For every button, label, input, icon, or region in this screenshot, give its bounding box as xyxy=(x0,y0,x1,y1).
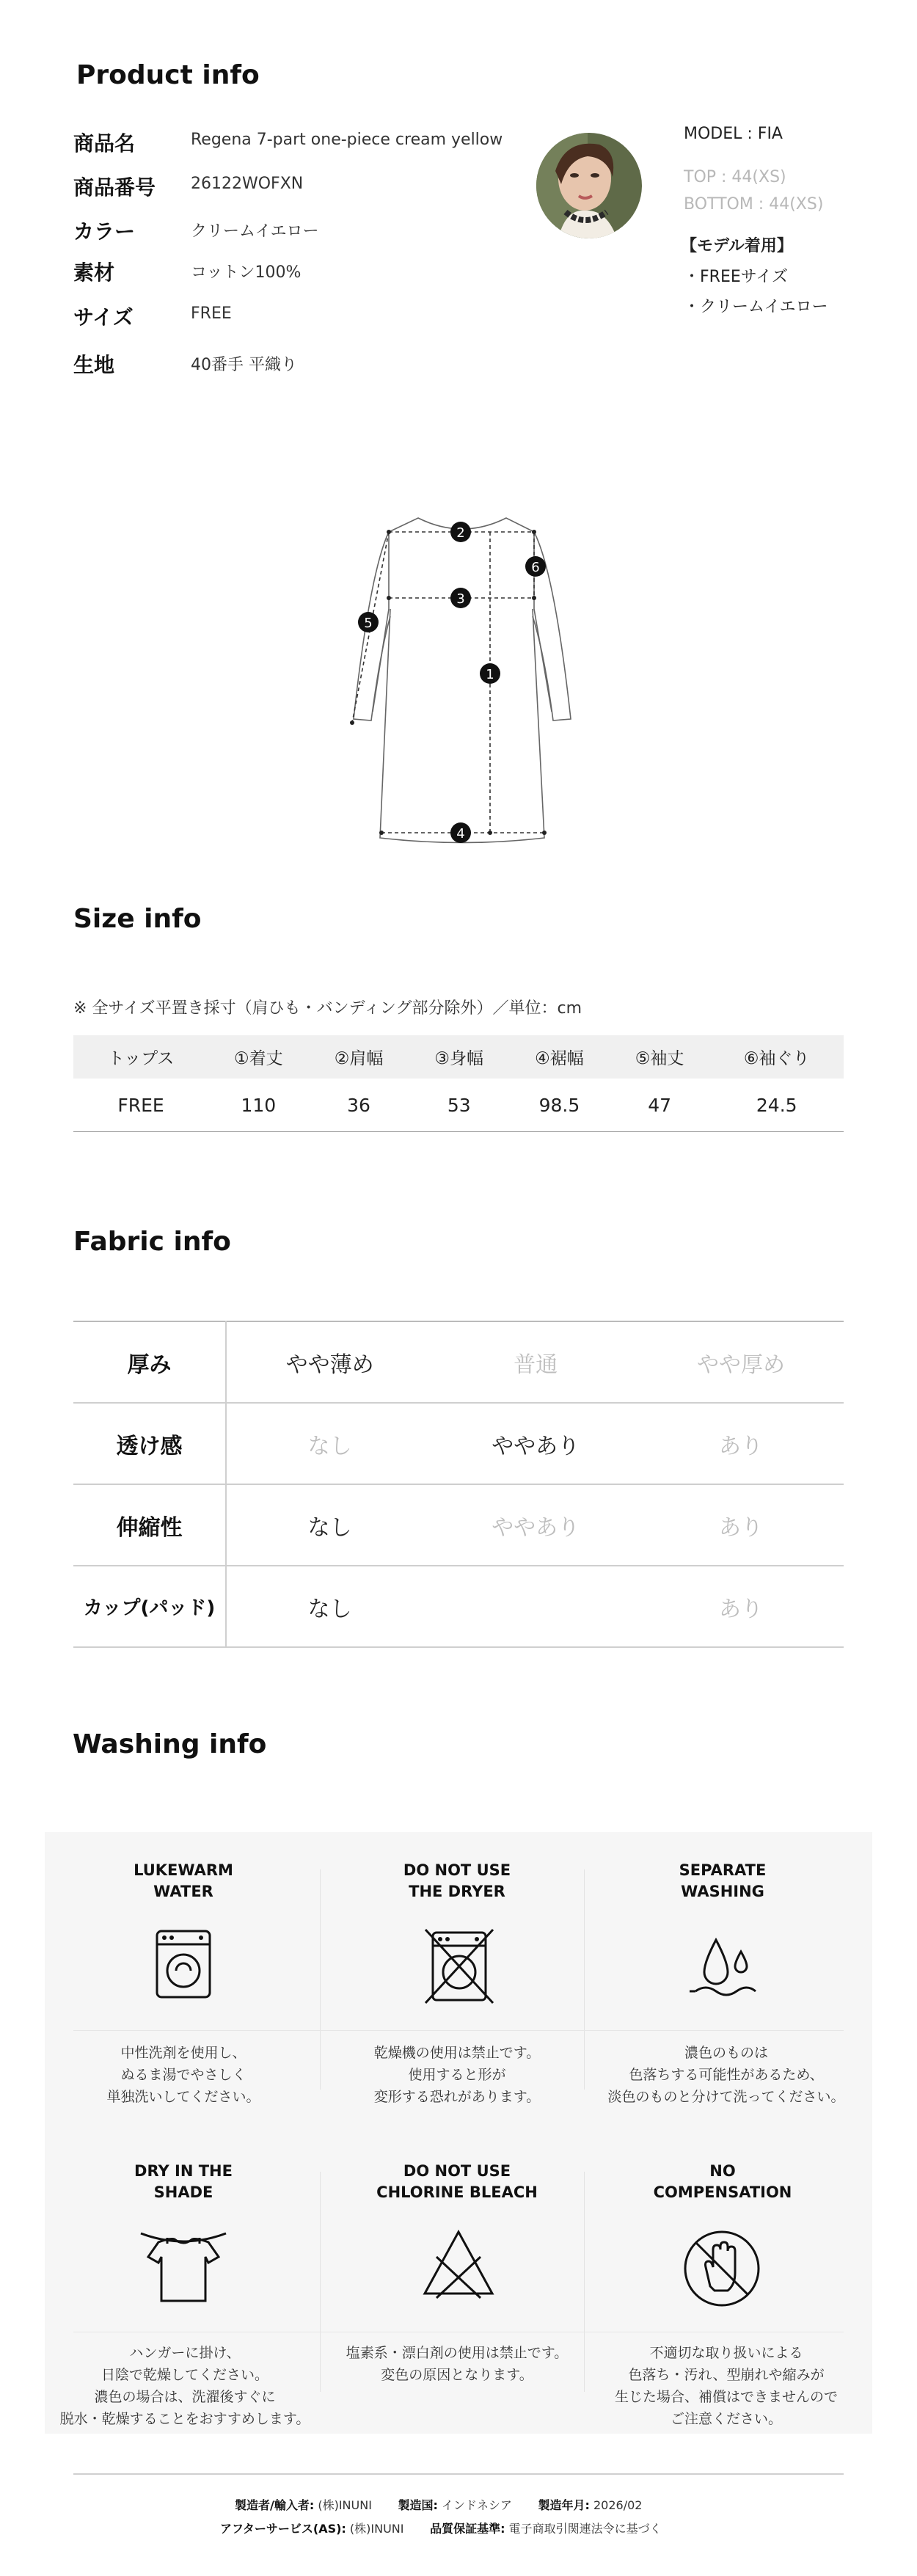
wash-desc-no-dryer xyxy=(325,2042,589,2108)
fabric-option xyxy=(433,1566,638,1647)
footer-line-1 xyxy=(235,2496,642,2513)
fabric-option: 普通 xyxy=(433,1321,638,1403)
info-value: Regena 7-part one-piece cream yellow xyxy=(191,131,503,149)
wash-desc-line: 脱水・乾燥することをおすすめします。 xyxy=(59,2411,310,2427)
model-bottom-size: BOTTOM : 44(XS) xyxy=(684,195,824,214)
wash-title: CHLORINE BLEACH xyxy=(376,2183,538,2201)
wash-title: WASHING xyxy=(681,1883,764,1900)
info-row-color xyxy=(73,216,550,245)
marker-5-label: 5 xyxy=(364,616,373,631)
footer-quality-label: 品質保証基準: xyxy=(430,2522,505,2536)
info-value: クリームイエロー xyxy=(191,222,319,241)
footer-as-value: (株)INUNI xyxy=(349,2522,404,2536)
wash-title: SHADE xyxy=(153,2183,213,2201)
size-cell: 53 xyxy=(409,1079,509,1132)
fabric-option: あり xyxy=(638,1484,844,1566)
divider xyxy=(73,2030,844,2031)
footer-date-label: 製造年月: xyxy=(538,2498,590,2512)
wash-desc-line: ご注意ください。 xyxy=(670,2411,782,2427)
fabric-option-selected: なし xyxy=(226,1484,433,1566)
size-col-header: ③身幅 xyxy=(409,1035,509,1079)
info-row-name xyxy=(73,128,550,157)
info-row-size xyxy=(73,302,550,331)
table-row xyxy=(73,1403,844,1484)
size-cell: 110 xyxy=(208,1079,309,1132)
size-note: ※ 全サイズ平置き採寸（肩ひも・バンディング部分除外）／単位：cm xyxy=(73,999,582,1018)
fabric-option-selected: やや薄め xyxy=(226,1321,433,1403)
wash-title: LUKEWARM xyxy=(134,1861,233,1879)
model-name: MODEL : FIA xyxy=(684,125,783,143)
marker-4-label: 4 xyxy=(456,826,465,842)
model-wearing-size: ・FREEサイズ xyxy=(684,268,788,286)
table-row xyxy=(73,1079,844,1132)
fabric-option: あり xyxy=(638,1566,844,1647)
wash-desc-line: 中性洗剤を使用し、 xyxy=(120,2045,246,2061)
wash-desc-line: 濃色の場合は、洗濯後すぐに xyxy=(94,2389,276,2405)
footer-date-value: 2026/02 xyxy=(593,2498,643,2512)
marker-6-label: 6 xyxy=(531,560,540,575)
wash-desc-line: 単独洗いしてください。 xyxy=(106,2089,260,2105)
footer-country-value: インドネシア xyxy=(442,2498,512,2512)
info-label: サイズ xyxy=(73,305,134,329)
wash-desc-line: 塩素系・漂白剤の使用は禁止です。 xyxy=(346,2345,569,2361)
info-label: 商品名 xyxy=(73,131,136,156)
info-label: カラー xyxy=(73,219,136,244)
info-row-fabric xyxy=(73,349,550,379)
wash-desc-no-bleach xyxy=(325,2342,589,2386)
size-cell: 47 xyxy=(610,1079,710,1132)
wash-desc-line: ハンガーに掛け、 xyxy=(129,2345,241,2361)
wash-item-shade xyxy=(51,2161,315,2203)
wash-title: COMPENSATION xyxy=(653,2183,792,2201)
wash-title: THE DRYER xyxy=(409,1883,505,1900)
wash-desc-line: 乾燥機の使用は禁止です。 xyxy=(373,2045,541,2061)
garment-diagram xyxy=(337,499,587,851)
fabric-label: カップ(パッド) xyxy=(73,1566,226,1647)
wash-desc-line: 濃色のものは xyxy=(684,2045,768,2061)
wash-desc-line: 日陰で乾燥してください。 xyxy=(101,2367,268,2383)
size-table-header xyxy=(73,1035,844,1079)
hanging-shirt-icon xyxy=(138,2227,229,2308)
divider xyxy=(320,1869,321,2090)
wash-desc-lukewarm xyxy=(51,2042,315,2108)
wash-title: DO NOT USE xyxy=(403,2162,511,2180)
model-wearing-color: ・クリームイエロー xyxy=(684,298,828,316)
marker-1-label: 1 xyxy=(486,667,494,682)
wash-desc-line: 変色の原因となります。 xyxy=(381,2367,533,2383)
wash-item-no-bleach xyxy=(325,2161,589,2203)
model-avatar xyxy=(536,133,642,238)
info-value: 26122WOFXN xyxy=(191,175,304,193)
water-drops-icon xyxy=(684,1930,763,2003)
size-col-header: ②肩幅 xyxy=(309,1035,409,1079)
info-label: 商品番号 xyxy=(73,175,156,200)
marker-2-label: 2 xyxy=(456,525,465,541)
fabric-option: ややあり xyxy=(433,1484,638,1566)
size-col-header: ①着丈 xyxy=(208,1035,309,1079)
wash-desc-separate xyxy=(591,2042,862,2108)
fabric-table xyxy=(73,1321,844,1648)
fabric-option: あり xyxy=(638,1403,844,1484)
wash-desc-line: 生じた場合、補償はできませんので xyxy=(614,2389,838,2405)
wash-title: SEPARATE xyxy=(679,1861,767,1879)
wash-desc-line: 色落ちする可能性があるため、 xyxy=(629,2067,824,2083)
no-dryer-icon xyxy=(423,1927,496,2006)
fabric-label: 透け感 xyxy=(73,1403,226,1484)
size-col-header: ⑤袖丈 xyxy=(610,1035,710,1079)
wash-title: DO NOT USE xyxy=(403,1861,511,1879)
fabric-info-heading: Fabric info xyxy=(73,1227,231,1257)
size-cell: 36 xyxy=(309,1079,409,1132)
footer-country-label: 製造国: xyxy=(398,2498,438,2512)
wash-desc-line: 色落ち・汚れ、型崩れや縮みが xyxy=(628,2367,825,2383)
size-table xyxy=(73,1035,844,1132)
table-row xyxy=(73,1484,844,1566)
wash-item-no-dryer xyxy=(325,1860,589,1902)
diagram-markers xyxy=(358,522,546,843)
washing-info-heading: Washing info xyxy=(73,1729,267,1759)
fabric-option: なし xyxy=(226,1403,433,1484)
wash-desc-line: ぬるま湯でやさしく xyxy=(120,2067,246,2083)
size-cell: 98.5 xyxy=(509,1079,610,1132)
size-col-header: ⑥袖ぐり xyxy=(709,1035,844,1079)
wash-desc-line: 変形する恐れがあります。 xyxy=(373,2089,541,2105)
footer-divider xyxy=(73,2473,844,2475)
footer-as-label: アフターサービス(AS): xyxy=(220,2522,346,2536)
fabric-label: 厚み xyxy=(73,1321,226,1403)
product-info-heading: Product info xyxy=(76,60,260,90)
fabric-option-selected: ややあり xyxy=(433,1403,638,1484)
no-hand-icon xyxy=(681,2227,763,2310)
size-cell: FREE xyxy=(73,1079,208,1132)
size-col-header: ④裾幅 xyxy=(509,1035,610,1079)
washing-machine-icon xyxy=(153,1928,214,2000)
wash-desc-line: 不適切な取り扱いによる xyxy=(649,2345,803,2361)
model-wearing-title: 【モデル着用】 xyxy=(681,237,793,255)
wash-title: DRY IN THE xyxy=(134,2162,233,2180)
wash-desc-shade xyxy=(45,2342,324,2430)
info-value: 40番手 平織り xyxy=(191,356,297,374)
wash-item-lukewarm xyxy=(51,1860,315,1902)
no-bleach-icon xyxy=(420,2227,497,2301)
wash-title: WATER xyxy=(153,1883,213,1900)
wash-item-separate xyxy=(591,1860,855,1902)
size-col-header: トップス xyxy=(73,1035,208,1079)
table-row xyxy=(73,1566,844,1647)
size-cell: 24.5 xyxy=(709,1079,844,1132)
wash-title: NO xyxy=(709,2162,736,2180)
wash-desc-line: 使用すると形が xyxy=(408,2067,506,2083)
model-top-size: TOP : 44(XS) xyxy=(684,168,786,186)
info-label: 素材 xyxy=(73,260,115,285)
table-row xyxy=(73,1321,844,1403)
info-row-code xyxy=(73,172,550,201)
info-value: FREE xyxy=(191,304,232,323)
marker-3-label: 3 xyxy=(456,591,465,607)
footer-maker-label: 製造者/輸入者: xyxy=(235,2498,315,2512)
wash-desc-no-compensation xyxy=(591,2342,862,2430)
info-row-material xyxy=(73,257,550,286)
wash-desc-line: 淡色のものと分けて洗ってください。 xyxy=(607,2089,845,2105)
footer-quality-value: 電子商取引関連法令に基づく xyxy=(508,2522,662,2536)
fabric-option-selected: なし xyxy=(226,1566,433,1647)
fabric-option: やや厚め xyxy=(638,1321,844,1403)
fabric-label: 伸縮性 xyxy=(73,1484,226,1566)
size-info-heading: Size info xyxy=(73,904,202,934)
wash-item-no-compensation xyxy=(591,2161,855,2203)
footer-maker-value: (株)INUNI xyxy=(318,2498,372,2512)
info-label: 生地 xyxy=(73,353,115,377)
info-value: コットン100% xyxy=(191,263,302,282)
footer-line-2 xyxy=(220,2520,662,2536)
